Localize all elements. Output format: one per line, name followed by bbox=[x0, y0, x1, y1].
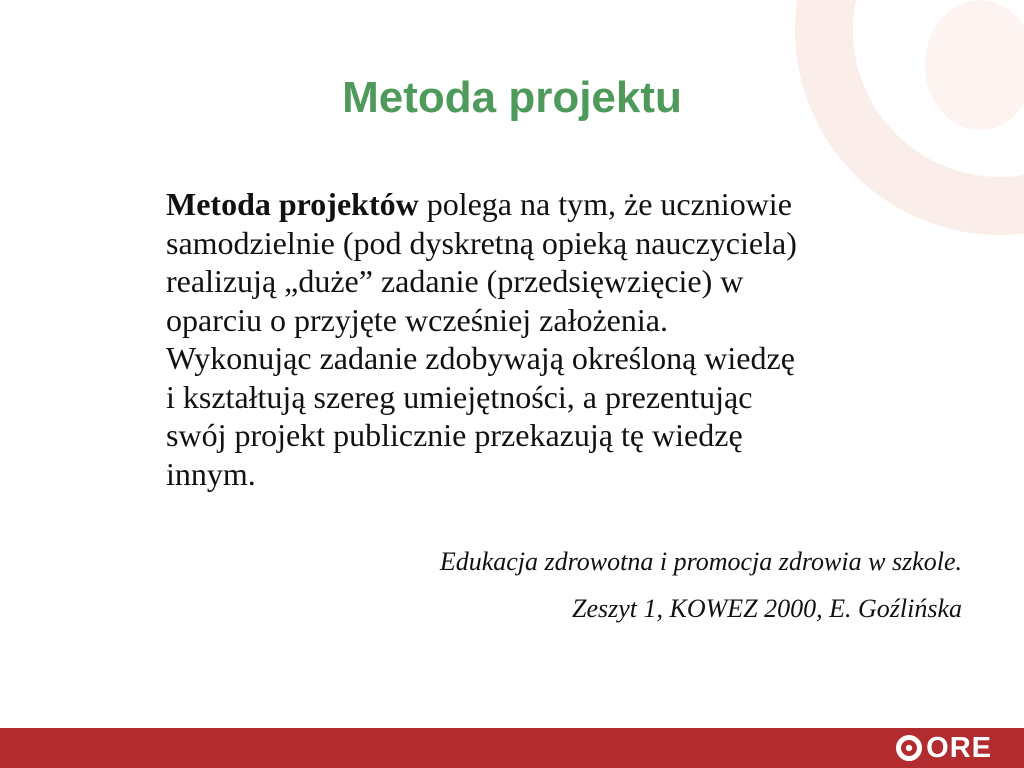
slide-title: Metoda projektu bbox=[342, 73, 682, 122]
body-line-6: i kształtują szereg umiejętności, a prezentując bbox=[166, 378, 753, 415]
citation-source: Edukacja zdrowotna i promocja zdrowia w szkole. bbox=[439, 547, 962, 576]
body-line-3: realizują „duże” zadanie (przedsięwzięcie) w bbox=[166, 263, 744, 299]
body-line-1-rest: polega na tym, że uczniowie bbox=[418, 186, 792, 222]
body-line-8: innym. bbox=[166, 455, 256, 492]
footer-bar bbox=[0, 728, 1024, 768]
slide-body-text bbox=[166, 185, 966, 493]
body-line-7: swój projekt publicznie przekazują tę wiedzę bbox=[166, 417, 743, 453]
ore-logo bbox=[895, 731, 992, 765]
body-line-1 bbox=[166, 185, 966, 224]
ore-logo-text: ORE bbox=[926, 731, 992, 764]
body-term: Metoda projektów bbox=[166, 186, 419, 222]
body-line-4: oparciu o przyjęte wcześniej założenia. bbox=[166, 301, 668, 338]
body-line-2: samodzielnie (pod dyskretną opieką nauczyciela) bbox=[166, 224, 797, 261]
ore-circle-logo-icon bbox=[895, 734, 923, 762]
body-line-5: Wykonując zadanie zdobywają określoną wiedzę bbox=[166, 340, 795, 376]
citation-details: Zeszyt 1, KOWEZ 2000, E. Goźlińska bbox=[572, 594, 962, 623]
